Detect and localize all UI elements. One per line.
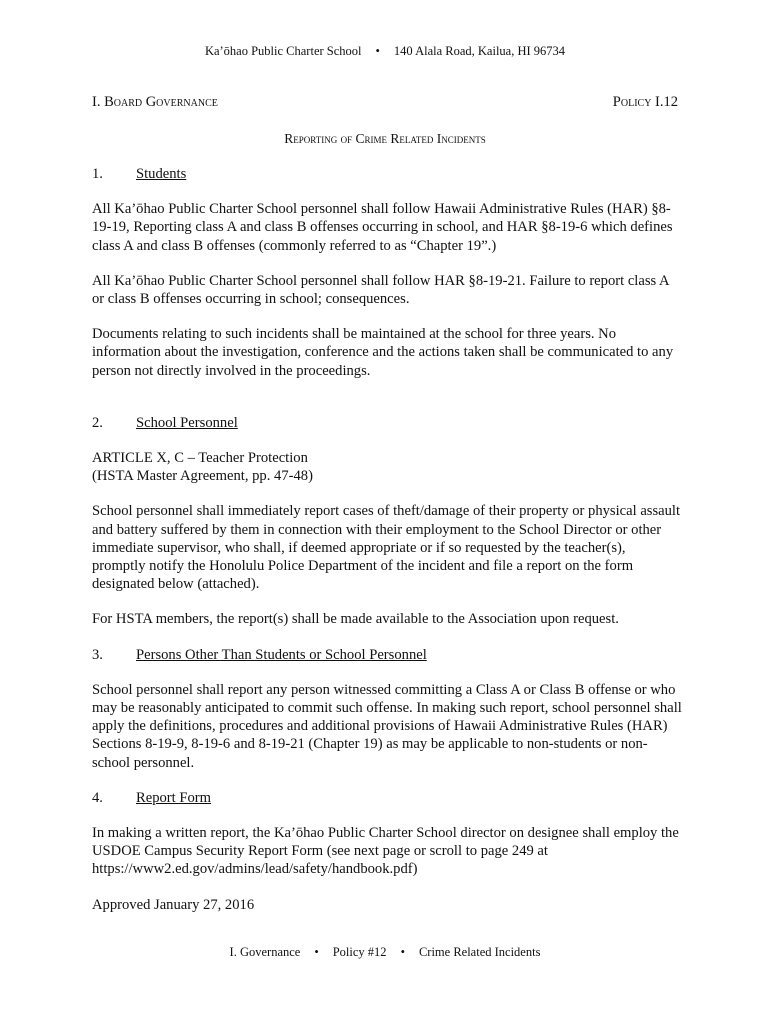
paragraph: For HSTA members, the report(s) shall be made available to the Association upon request. <box>92 611 619 628</box>
section-3-heading <box>92 646 682 664</box>
section-title: School Personnel <box>136 414 238 431</box>
approval-date: Approved January 27, 2016 <box>92 896 255 913</box>
section-title: Persons Other Than Students or School Personnel <box>136 646 427 663</box>
paragraph: In making a written report, the Ka’ōhao Public Charter School director on designee shall employ the USDOE Campus Security Report Form (see next page or scroll to page 249 at https://www2.ed.gov/admins/lead/safety/handbook.pdf) <box>92 825 679 878</box>
footer-section: I. Governance <box>229 945 301 959</box>
section-number: 1. <box>92 166 103 182</box>
section-title: Report Form <box>136 789 211 806</box>
header-school-name: Ka’ōhao Public Charter School <box>204 44 362 58</box>
footer-bullet: • <box>314 945 319 959</box>
paragraph: All Ka’ōhao Public Charter School personnel shall follow HAR §8-19-21. Failure to report class A or class B offenses occurring in school; consequences. <box>92 272 669 308</box>
paragraph: Documents relating to such incidents shall be maintained at the school for three years. No information about the investigation, conference and the actions taken shall be communicated to any person not directly involved in the proceedings. <box>92 326 674 379</box>
paragraph: School personnel shall immediately report cases of theft/damage of their property or physical assault and battery suffered by them in connection with their employment to the School Director or other immediate supervisor, who shall, if deemed appropriate or if so requested by the teacher(s), promptly notify the Honolulu Police Department of the incident and file a report on the form designated below (attached). <box>92 503 681 593</box>
policy-heading-row <box>92 94 678 111</box>
paragraph: All Ka’ōhao Public Charter School personnel shall follow Hawaii Administrative Rules (HAR) §8-19-19, Reporting class A and class B offenses occurring in school, and HAR §8-19-6 which defines class A and class B offenses (commonly referred to as “Chapter 19”.) <box>92 201 673 254</box>
footer-policy: Policy #12 <box>332 945 387 959</box>
policy-number-label: Policy I.12 <box>612 94 678 110</box>
footer-bullet: • <box>400 945 405 959</box>
paragraph: School personnel shall report any person witnessed committing a Class A or Class B offense or who may be reasonably anticipated to commit such offense. In making such report, school personnel shall apply the definitions, procedures and additional provisions of Hawaii Administrative Rules (HAR) Sections 8-19-9, 8-19-6 and 8-19-21 (Chapter 19) as may be applicable to non-students or non- school personnel. <box>92 681 682 771</box>
section-number: 3. <box>92 646 103 663</box>
page-footer <box>0 945 770 960</box>
document-title: Reporting of Crime Related Incidents <box>284 131 486 146</box>
section-4-heading <box>92 789 682 807</box>
board-governance-label: I. Board Governance <box>92 94 218 110</box>
footer-topic: Crime Related Incidents <box>418 945 541 959</box>
document-body <box>92 165 682 914</box>
section-1-heading <box>92 165 682 183</box>
article-reference: ARTICLE X, C – Teacher Protection <box>92 450 308 467</box>
header-address: 140 Alala Road, Kailua, HI 96734 <box>393 44 566 58</box>
agreement-reference: (HSTA Master Agreement, pp. 47-48) <box>92 468 313 485</box>
section-number: 2. <box>92 414 103 431</box>
header-bullet: • <box>375 44 380 58</box>
section-2-heading <box>92 414 682 432</box>
page-header <box>0 44 770 59</box>
section-number: 4. <box>92 789 103 806</box>
section-title: Students <box>136 166 187 182</box>
